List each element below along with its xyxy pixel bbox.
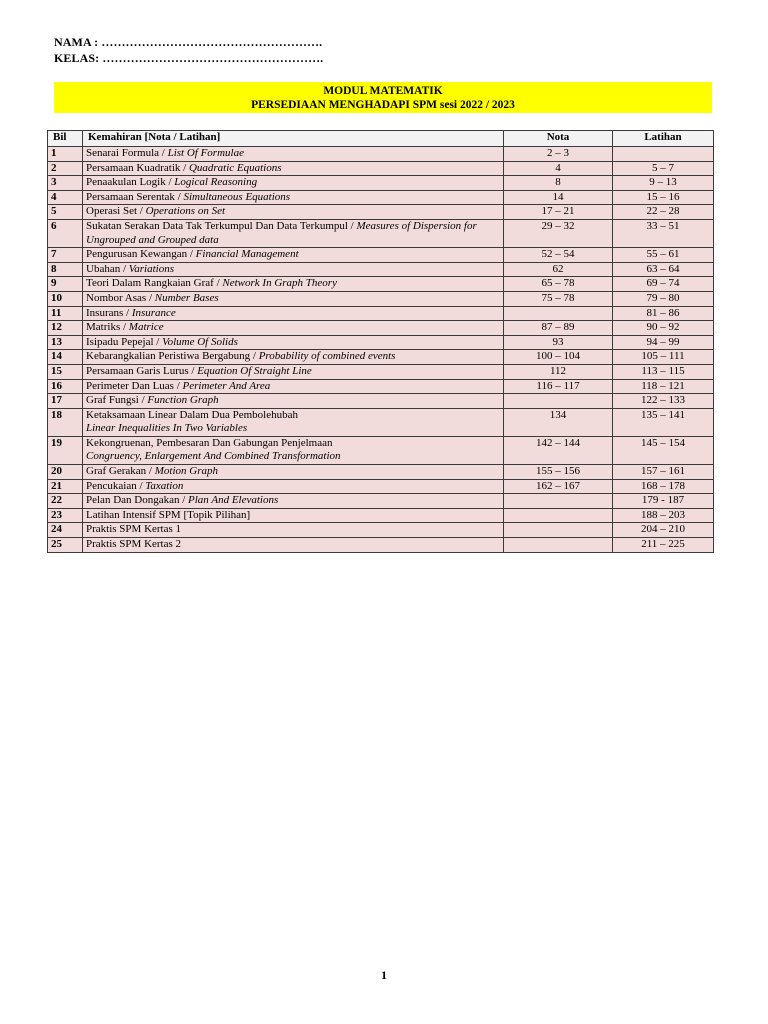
row-number: 7 [48, 248, 83, 263]
nota-pages: 75 – 78 [504, 291, 613, 306]
topic-english: Equation Of Straight Line [197, 364, 312, 377]
topic-cell [83, 523, 504, 538]
table-row [48, 436, 714, 464]
table-row [48, 494, 714, 509]
latihan-pages: 135 – 141 [613, 408, 714, 436]
latihan-pages [613, 147, 714, 162]
nota-pages: 134 [504, 408, 613, 436]
topic-cell [83, 494, 504, 509]
topic-cell [83, 248, 504, 263]
nota-pages: 4 [504, 161, 613, 176]
row-number: 20 [48, 465, 83, 480]
module-title: MODUL MATEMATIK [323, 85, 443, 97]
row-number: 18 [48, 408, 83, 436]
nota-pages: 29 – 32 [504, 219, 613, 247]
topic-english: Variations [128, 262, 174, 275]
row-number: 1 [48, 147, 83, 162]
topic-english: Motion Graph [154, 465, 218, 478]
topic-malay: Graf Fungsi / [86, 394, 148, 407]
topic-english: Measures of Dispersion for Ungrouped and Grouped data [86, 219, 477, 246]
topic-english: List Of Formulae [167, 147, 244, 159]
nota-pages: 116 – 117 [504, 379, 613, 394]
nota-pages: 8 [504, 176, 613, 191]
topic-cell [83, 479, 504, 494]
topic-english: Perimeter And Area [182, 379, 271, 392]
table-row [48, 364, 714, 379]
topic-malay: Sukatan Serakan Data Tak Terkumpul Dan Data Terkumpul / [86, 219, 357, 232]
topic-english: Congruency, Enlargement And Combined Transformation [86, 450, 341, 463]
topic-malay: Praktis SPM Kertas 1 [86, 523, 182, 536]
table-row [48, 306, 714, 321]
topic-cell [83, 262, 504, 277]
table-row [48, 321, 714, 336]
table-row [48, 350, 714, 365]
topic-malay: Pelan Dan Dongakan / [86, 494, 189, 507]
column-header-latihan: Latihan [613, 131, 714, 147]
topic-cell [83, 436, 504, 464]
topic-malay: Kekongruenan, Pembesaran Dan Gabungan Penjelmaan [86, 436, 333, 449]
row-number: 6 [48, 219, 83, 247]
row-number: 15 [48, 364, 83, 379]
topic-english: Network In Graph Theory [222, 277, 337, 290]
row-number: 16 [48, 379, 83, 394]
topic-english: Quadratic Equations [188, 161, 282, 174]
nota-pages: 93 [504, 335, 613, 350]
column-header-kemahiran: Kemahiran [Nota / Latihan] [83, 131, 504, 147]
topic-cell [83, 190, 504, 205]
topic-malay: Persamaan Garis Lurus / [86, 364, 198, 377]
table-row [48, 147, 714, 162]
latihan-pages: 157 – 161 [613, 465, 714, 480]
table-row [48, 205, 714, 220]
nota-pages: 52 – 54 [504, 248, 613, 263]
topic-malay: Persamaan Serentak / [86, 190, 184, 203]
name-field-line: NAMA : ………………………………………………. [54, 35, 323, 49]
topic-cell [83, 465, 504, 480]
topic-malay: Senarai Formula / [86, 147, 168, 159]
page-number: 1 [381, 968, 387, 982]
latihan-pages: 55 – 61 [613, 248, 714, 263]
nota-pages: 65 – 78 [504, 277, 613, 292]
topic-english: Taxation [145, 479, 184, 492]
row-number: 4 [48, 190, 83, 205]
nota-pages: 155 – 156 [504, 465, 613, 480]
row-number: 11 [48, 306, 83, 321]
topic-malay: Matriks / [86, 321, 129, 334]
topic-cell [83, 350, 504, 365]
nota-pages: 100 – 104 [504, 350, 613, 365]
latihan-pages: 94 – 99 [613, 335, 714, 350]
topic-cell [83, 379, 504, 394]
nota-pages: 62 [504, 262, 613, 277]
row-number: 5 [48, 205, 83, 220]
row-number: 21 [48, 479, 83, 494]
topic-english: Function Graph [147, 394, 219, 407]
table-row [48, 291, 714, 306]
table-row [48, 394, 714, 409]
topic-malay: Pencukaian / [86, 479, 146, 492]
topic-english: Plan And Elevations [188, 494, 279, 507]
topic-english: Volume Of Solids [162, 335, 238, 348]
topic-malay: Penaakulan Logik / [86, 176, 175, 189]
topic-cell [83, 277, 504, 292]
table-row [48, 248, 714, 263]
topic-english: Logical Reasoning [174, 176, 258, 189]
topic-english: Matrice [128, 321, 164, 334]
topic-cell [83, 538, 504, 553]
table-row [48, 479, 714, 494]
topic-malay: Persamaan Kuadratik / [86, 161, 189, 174]
latihan-pages: 145 – 154 [613, 436, 714, 464]
nota-pages [504, 508, 613, 523]
nota-pages [504, 494, 613, 509]
topic-english: Probability of combined events [258, 350, 396, 363]
module-title-banner [54, 82, 712, 113]
topic-malay: Kebarangkalian Peristiwa Bergabung / [86, 350, 259, 363]
nota-pages: 14 [504, 190, 613, 205]
latihan-pages: 179 - 187 [613, 494, 714, 509]
table-row [48, 379, 714, 394]
latihan-pages: 15 – 16 [613, 190, 714, 205]
latihan-pages: 69 – 74 [613, 277, 714, 292]
topic-malay: Insurans / [86, 306, 132, 319]
row-number: 17 [48, 394, 83, 409]
table-header-row [48, 131, 714, 147]
latihan-pages: 211 – 225 [613, 538, 714, 553]
row-number: 22 [48, 494, 83, 509]
table-row [48, 465, 714, 480]
latihan-pages: 204 – 210 [613, 523, 714, 538]
topic-malay: Graf Gerakan / [86, 465, 155, 478]
topic-malay: Nombor Asas / [86, 291, 155, 304]
topic-malay: Teori Dalam Rangkaian Graf / [86, 277, 223, 290]
latihan-pages: 33 – 51 [613, 219, 714, 247]
row-number: 23 [48, 508, 83, 523]
contents-table [47, 130, 714, 553]
latihan-pages: 188 – 203 [613, 508, 714, 523]
latihan-pages: 122 – 133 [613, 394, 714, 409]
topic-malay: Perimeter Dan Luas / [86, 379, 183, 392]
latihan-pages: 5 – 7 [613, 161, 714, 176]
topic-cell [83, 291, 504, 306]
topic-malay: Latihan Intensif SPM [Topik Pilihan] [86, 508, 251, 521]
module-subtitle: PERSEDIAAN MENGHADAPI SPM sesi 2022 / 2023 [251, 99, 515, 111]
topic-malay: Operasi Set / [86, 205, 146, 218]
row-number: 9 [48, 277, 83, 292]
topic-english: Insurance [131, 306, 176, 319]
nota-pages [504, 538, 613, 553]
nota-pages [504, 394, 613, 409]
latihan-pages: 105 – 111 [613, 350, 714, 365]
latihan-pages: 113 – 115 [613, 364, 714, 379]
topic-cell [83, 176, 504, 191]
topic-cell [83, 364, 504, 379]
row-number: 12 [48, 321, 83, 336]
topic-cell [83, 219, 504, 247]
latihan-pages: 9 – 13 [613, 176, 714, 191]
table-row [48, 523, 714, 538]
nota-pages: 162 – 167 [504, 479, 613, 494]
table-row [48, 262, 714, 277]
topic-english: Number Bases [154, 291, 219, 304]
topic-english: Operations on Set [145, 205, 226, 218]
topic-cell [83, 408, 504, 436]
topic-cell [83, 321, 504, 336]
topic-english: Linear Inequalities In Two Variables [86, 422, 248, 435]
topic-english: Simultaneous Equations [183, 190, 291, 203]
row-number: 13 [48, 335, 83, 350]
topic-cell [83, 306, 504, 321]
nota-pages [504, 306, 613, 321]
row-number: 19 [48, 436, 83, 464]
row-number: 10 [48, 291, 83, 306]
nota-pages: 87 – 89 [504, 321, 613, 336]
topic-cell [83, 147, 504, 162]
nota-pages: 142 – 144 [504, 436, 613, 464]
table-row [48, 408, 714, 436]
topic-cell [83, 394, 504, 409]
latihan-pages: 168 – 178 [613, 479, 714, 494]
table-row [48, 538, 714, 553]
row-number: 24 [48, 523, 83, 538]
topic-cell [83, 335, 504, 350]
topic-malay: Pengurusan Kewangan / [86, 248, 196, 261]
topic-cell [83, 205, 504, 220]
topic-cell [83, 508, 504, 523]
table-row [48, 176, 714, 191]
nota-pages: 2 – 3 [504, 147, 613, 162]
row-number: 8 [48, 262, 83, 277]
topic-malay: Praktis SPM Kertas 2 [86, 538, 182, 551]
table-row [48, 508, 714, 523]
column-header-nota: Nota [504, 131, 613, 147]
table-row [48, 277, 714, 292]
latihan-pages: 81 – 86 [613, 306, 714, 321]
table-row [48, 190, 714, 205]
table-row [48, 219, 714, 247]
row-number: 3 [48, 176, 83, 191]
nota-pages: 17 – 21 [504, 205, 613, 220]
class-field-line: KELAS: ………………………………………………. [54, 51, 324, 65]
latihan-pages: 79 – 80 [613, 291, 714, 306]
topic-english: Financial Management [195, 248, 299, 261]
latihan-pages: 118 – 121 [613, 379, 714, 394]
topic-cell [83, 161, 504, 176]
topic-malay: Isipadu Pepejal / [86, 335, 163, 348]
table-row [48, 161, 714, 176]
table-row [48, 335, 714, 350]
nota-pages: 112 [504, 364, 613, 379]
column-header-bil: Bil [48, 131, 83, 147]
row-number: 25 [48, 538, 83, 553]
topic-malay: Ubahan / [86, 262, 129, 275]
row-number: 14 [48, 350, 83, 365]
latihan-pages: 90 – 92 [613, 321, 714, 336]
latihan-pages: 63 – 64 [613, 262, 714, 277]
topic-malay: Ketaksamaan Linear Dalam Dua Pembolehubah [86, 408, 298, 421]
row-number: 2 [48, 161, 83, 176]
nota-pages [504, 523, 613, 538]
latihan-pages: 22 – 28 [613, 205, 714, 220]
